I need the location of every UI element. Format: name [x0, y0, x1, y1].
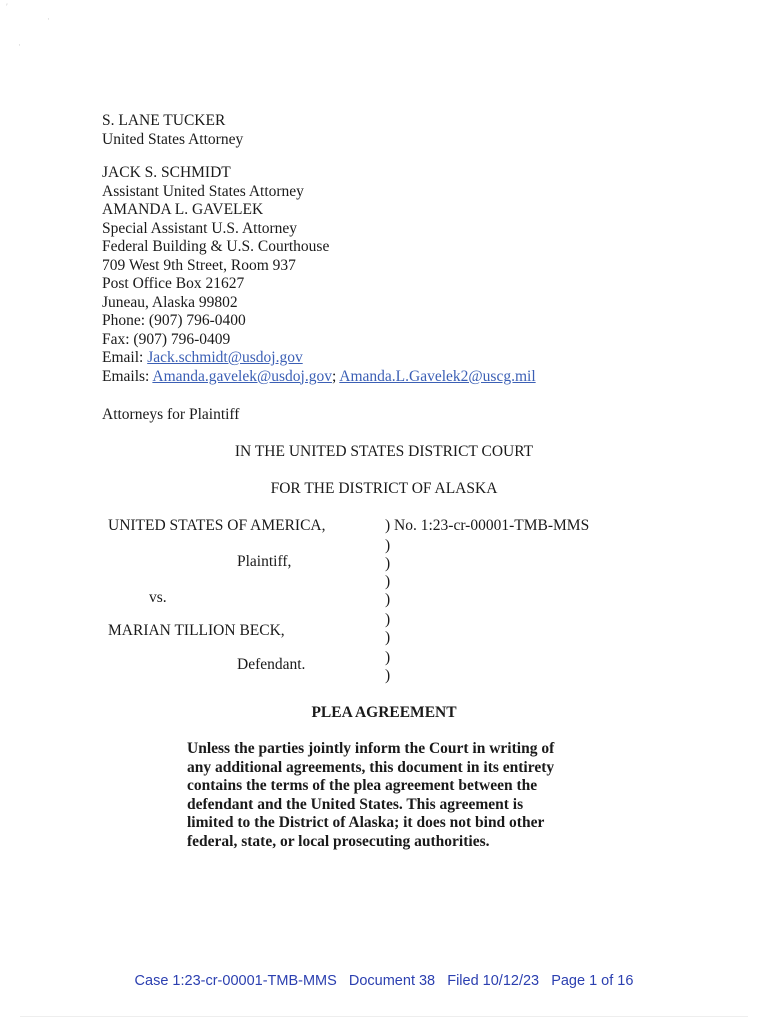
notice-line: Unless the parties jointly inform the Court in writing of [187, 740, 555, 757]
caption-paren: ) [385, 537, 391, 554]
page-bottom-edge [20, 1016, 748, 1017]
contact-block [102, 164, 536, 386]
caption-paren: ) [385, 649, 391, 666]
contact-line: Phone: (907) 796-0400 [102, 312, 246, 329]
notice-line: federal, state, or local prosecuting authorities. [187, 832, 490, 850]
case-number: ) No. 1:23-cr-00001-TMB-MMS [385, 517, 590, 534]
caption-paren: ) [385, 611, 391, 628]
filing-footer: Case 1:23-cr-00001-TMB-MMS Document 38 Filed 10/12/23 Page 1 of 16 [134, 973, 634, 989]
email-link-gavelek-uscg[interactable]: Amanda.L.Gavelek2@uscg.mil [339, 367, 536, 385]
attorney-header [102, 112, 243, 149]
caption-paren: ) [385, 573, 391, 590]
contact-line: Federal Building & U.S. Courthouse [102, 238, 330, 255]
email-link-schmidt[interactable]: Jack.schmidt@usdoj.gov [147, 349, 303, 366]
representation-line: Attorneys for Plaintiff [102, 406, 240, 423]
versus-label: vs. [149, 589, 167, 606]
caption-paren: ) [385, 591, 391, 608]
contact-line: Juneau, Alaska 99802 [102, 293, 238, 311]
notice-line: defendant and the United States. This agreement is [187, 795, 524, 813]
us-attorney-name: S. LANE TUCKER [102, 112, 226, 129]
emails-line [102, 368, 536, 387]
plaintiff-name: UNITED STATES OF AMERICA, [108, 517, 326, 534]
notice-line: any additional agreements, this document in its entirety [187, 758, 555, 776]
document-title: PLEA AGREEMENT [311, 704, 457, 721]
notice-line: limited to the District of Alaska; it does not bind other [187, 814, 545, 832]
contact-line: Fax: (907) 796-0409 [102, 330, 231, 348]
emails-label: Emails: [102, 367, 153, 385]
plaintiff-role: Plaintiff, [237, 553, 292, 570]
email-label: Email: [102, 349, 148, 366]
caption-paren: ) [385, 667, 391, 684]
contact-line: Special Assistant U.S. Attorney [102, 219, 298, 237]
contact-line: Assistant United States Attorney [102, 182, 304, 200]
scan-speck: · [18, 40, 21, 50]
notice-paragraph [187, 740, 587, 852]
notice-line: contains the terms of the plea agreement between the [187, 777, 538, 795]
defendant-name: MARIAN TILLION BECK, [108, 622, 285, 639]
contact-line: JACK S. SCHMIDT [102, 164, 231, 181]
contact-line: AMANDA L. GAVELEK [102, 201, 264, 218]
emails-separator: ; [331, 367, 340, 385]
court-name: IN THE UNITED STATES DISTRICT COURT [234, 443, 534, 460]
scan-speck: · [47, 14, 50, 24]
email-link-gavelek-usdoj[interactable]: Amanda.gavelek@usdoj.gov [152, 367, 332, 385]
court-district: FOR THE DISTRICT OF ALASKA [270, 480, 498, 497]
caption-paren: ) [385, 555, 391, 572]
email-line [102, 349, 536, 368]
us-attorney-title: United States Attorney [102, 130, 244, 148]
caption-paren: ) [385, 629, 391, 646]
defendant-role: Defendant. [237, 656, 306, 673]
scan-speck: ′ [6, 2, 8, 12]
contact-line: 709 West 9th Street, Room 937 [102, 256, 296, 274]
contact-line: Post Office Box 21627 [102, 275, 245, 292]
